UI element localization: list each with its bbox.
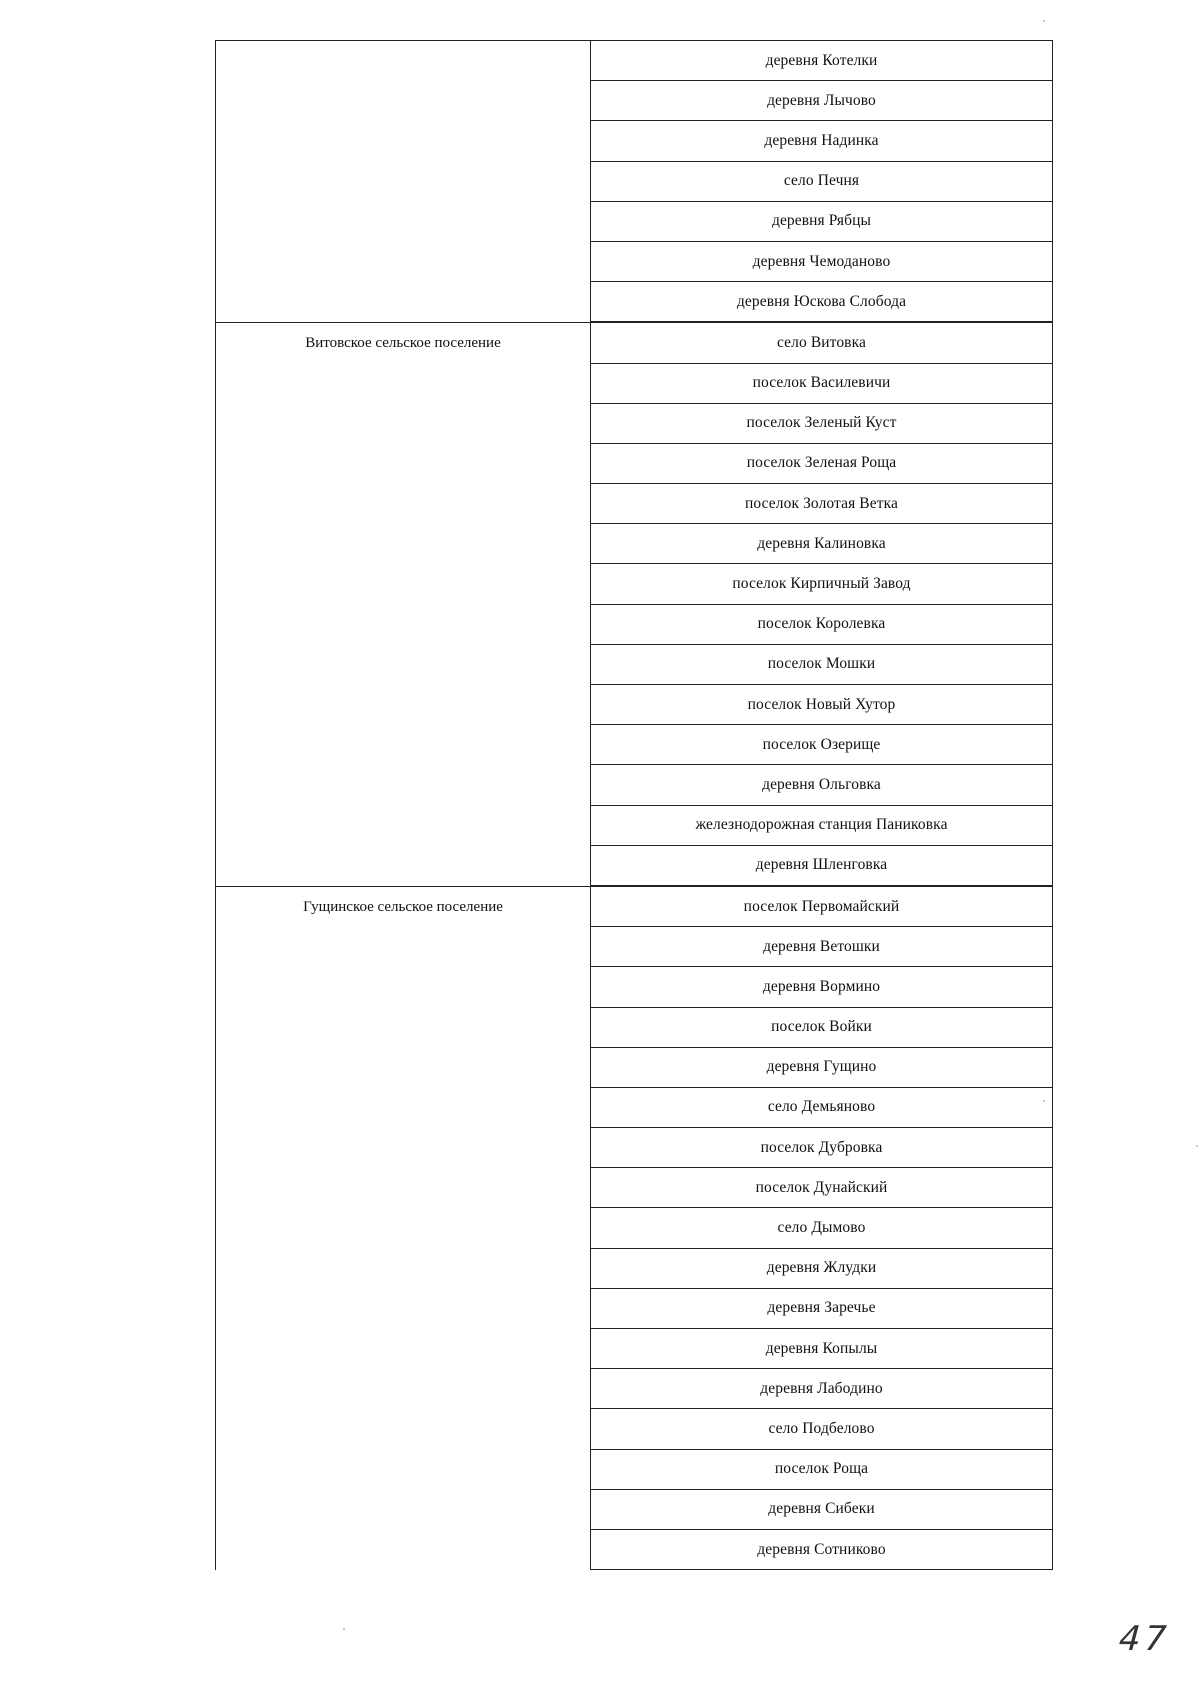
settlement-row: поселок Зеленый Куст (591, 404, 1053, 444)
settlement-row: поселок Кирпичный Завод (591, 564, 1053, 604)
settlement-row: поселок Мошки (591, 645, 1053, 685)
settlement-row: село Дымово (591, 1208, 1053, 1248)
settlement-row: деревня Шленговка (591, 846, 1053, 886)
settlement-row: деревня Ольговка (591, 765, 1053, 805)
settlement-row: поселок Новый Хутор (591, 685, 1053, 725)
settlement-row: поселок Королевка (591, 605, 1053, 645)
settlement-row: поселок Войки (591, 1008, 1053, 1048)
settlement-row: деревня Копылы (591, 1329, 1053, 1369)
settlement-list (591, 323, 1053, 886)
settlement-row: поселок Роща (591, 1450, 1053, 1490)
municipality-name: Витовское сельское поселение (305, 335, 501, 352)
settlement-row: деревня Сибеки (591, 1490, 1053, 1530)
settlement-row: село Подбелово (591, 1409, 1053, 1449)
settlement-group (215, 322, 1053, 886)
settlements-table (215, 40, 1053, 1570)
settlement-row: поселок Первомайский (591, 887, 1053, 927)
municipality-cell (215, 41, 591, 322)
settlement-row: поселок Зеленая Роща (591, 444, 1053, 484)
settlement-row: деревня Котелки (591, 41, 1053, 81)
municipality-cell (215, 323, 591, 886)
settlement-row: село Витовка (591, 323, 1053, 363)
municipality-cell (215, 887, 591, 1570)
settlement-row: деревня Юскова Слобода (591, 282, 1053, 322)
settlement-row: деревня Жлудки (591, 1249, 1053, 1289)
settlement-row: деревня Заречье (591, 1289, 1053, 1329)
settlement-row: поселок Озерище (591, 725, 1053, 765)
scan-speck (1043, 1100, 1045, 1102)
scan-speck (1043, 20, 1045, 22)
settlement-row: поселок Дунайский (591, 1168, 1053, 1208)
settlement-group (215, 40, 1053, 322)
municipality-name: Гущинское сельское поселение (303, 898, 503, 915)
settlement-group (215, 886, 1053, 1570)
settlement-row: село Печня (591, 162, 1053, 202)
settlement-row: поселок Золотая Ветка (591, 484, 1053, 524)
settlement-row: деревня Калиновка (591, 524, 1053, 564)
settlement-row: деревня Гущино (591, 1048, 1053, 1088)
settlement-row: деревня Рябцы (591, 202, 1053, 242)
scan-speck (1196, 1145, 1198, 1147)
settlement-row: железнодорожная станция Паниковка (591, 806, 1053, 846)
settlement-row: деревня Лычово (591, 81, 1053, 121)
settlement-row: деревня Сотниково (591, 1530, 1053, 1570)
handwritten-page-number: 47 (1117, 1619, 1172, 1659)
settlement-row: деревня Вормино (591, 967, 1053, 1007)
settlement-row: деревня Чемоданово (591, 242, 1053, 282)
settlement-list (591, 41, 1053, 322)
settlement-list (591, 887, 1053, 1570)
settlement-row: деревня Ветошки (591, 927, 1053, 967)
scan-speck (343, 1628, 345, 1630)
settlement-row: село Демьяново (591, 1088, 1053, 1128)
settlement-row: деревня Надинка (591, 121, 1053, 161)
settlement-row: поселок Дубровка (591, 1128, 1053, 1168)
settlement-row: деревня Лабодино (591, 1369, 1053, 1409)
settlement-row: поселок Василевичи (591, 364, 1053, 404)
